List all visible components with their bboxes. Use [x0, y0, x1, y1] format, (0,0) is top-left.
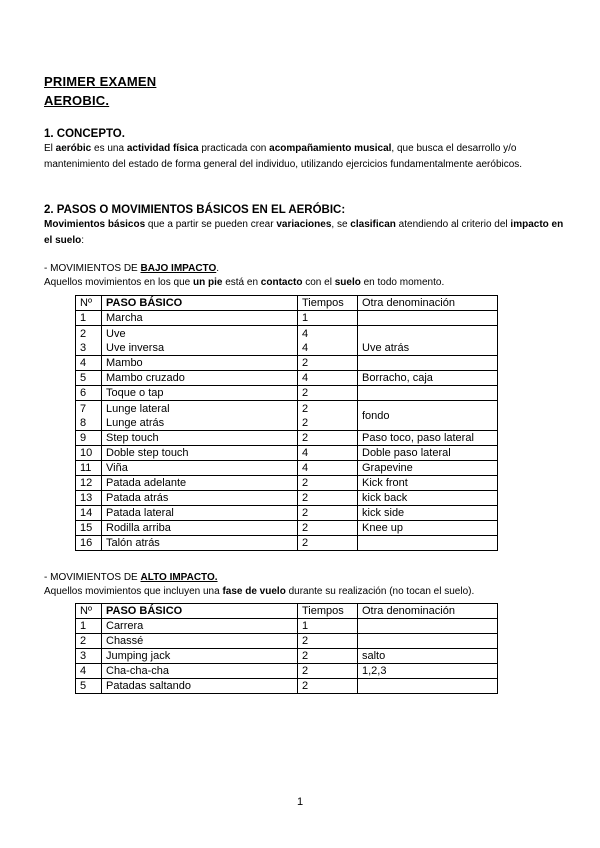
- table-row: [76, 311, 498, 326]
- table-row: [76, 461, 498, 476]
- counts-cell: 1: [298, 619, 358, 634]
- step-number-cell: 6: [76, 386, 102, 401]
- other-name-cell: Grapevine: [358, 461, 498, 476]
- step-name-cell: Cha-cha-cha: [102, 664, 298, 679]
- low-impact-heading: - MOVIMIENTOS DE BAJO IMPACTO.: [44, 263, 220, 274]
- step-name-cell: Carrera: [102, 619, 298, 634]
- counts-cell: 2: [298, 476, 358, 491]
- section-2-paragraph: Movimientos básicos que a partir se pueden crear variaciones, se clasifican atendiendo al criterio del impacto en el suelo:: [44, 219, 564, 246]
- step-number-cell: 5: [76, 371, 102, 386]
- step-name-cell: Mambo cruzado: [102, 371, 298, 386]
- step-name-cell: Patada adelante: [102, 476, 298, 491]
- table-row: [76, 649, 498, 664]
- col-header-counts: Tiempos: [298, 296, 358, 311]
- section-2-heading: 2. PASOS O MOVIMIENTOS BÁSICOS EN EL AERÓBIC:: [44, 204, 346, 216]
- table-row: [76, 506, 498, 521]
- step-number-cell: 15: [76, 521, 102, 536]
- other-name-cell: Paso toco, paso lateral: [358, 431, 498, 446]
- counts-cell: 4: [298, 446, 358, 461]
- other-name-cell: 1,2,3: [358, 664, 498, 679]
- other-name-cell: Knee up: [358, 521, 498, 536]
- other-name-cell: [358, 679, 498, 694]
- step-name-cell: Marcha: [102, 311, 298, 326]
- step-name-cell: Toque o tap: [102, 386, 298, 401]
- step-number-cell: 1: [76, 619, 102, 634]
- step-name-cell: Talón atrás: [102, 536, 298, 551]
- col-header-number: Nº: [76, 296, 102, 311]
- step-name-cell: Step touch: [102, 431, 298, 446]
- step-name-cell: Lunge lateral Lunge atrás: [102, 401, 298, 431]
- other-name-cell: kick side: [358, 506, 498, 521]
- counts-cell: 4: [298, 371, 358, 386]
- table-row: [76, 356, 498, 371]
- table-row: [76, 476, 498, 491]
- table-row: [76, 679, 498, 694]
- table-row: [76, 664, 498, 679]
- counts-cell: 2: [298, 679, 358, 694]
- counts-cell: 2: [298, 431, 358, 446]
- other-name-cell: kick back: [358, 491, 498, 506]
- step-number-cell: 4: [76, 356, 102, 371]
- table-row: [76, 536, 498, 551]
- counts-cell: 2: [298, 634, 358, 649]
- step-number-cell: 12: [76, 476, 102, 491]
- col-header-counts: Tiempos: [298, 604, 358, 619]
- counts-cell: 2: [298, 536, 358, 551]
- table-row: [76, 326, 498, 356]
- step-number-cell: 13: [76, 491, 102, 506]
- col-header-step: PASO BÁSICO: [102, 296, 298, 311]
- step-number-cell: 14: [76, 506, 102, 521]
- high-impact-table: [75, 603, 498, 694]
- col-header-other-name: Otra denominación: [358, 604, 498, 619]
- page-number: 1: [296, 796, 304, 808]
- counts-cell: 2: [298, 491, 358, 506]
- counts-cell: 4 4: [298, 326, 358, 356]
- table-row: [76, 521, 498, 536]
- other-name-cell: [358, 536, 498, 551]
- step-number-cell: 5: [76, 679, 102, 694]
- section-1-heading: 1. CONCEPTO.: [44, 128, 125, 140]
- table-header-row: [76, 296, 498, 311]
- table-row: [76, 386, 498, 401]
- step-name-cell: Jumping jack: [102, 649, 298, 664]
- other-name-cell: [358, 311, 498, 326]
- step-name-cell: Patada atrás: [102, 491, 298, 506]
- other-name-cell: Kick front: [358, 476, 498, 491]
- other-name-cell: Uve atrás: [358, 326, 498, 356]
- col-header-other-name: Otra denominación: [358, 296, 498, 311]
- step-number-cell: 4: [76, 664, 102, 679]
- counts-cell: 2: [298, 664, 358, 679]
- other-name-cell: fondo: [358, 401, 498, 431]
- subject-title: AEROBIC.: [44, 93, 110, 108]
- other-name-cell: Doble paso lateral: [358, 446, 498, 461]
- low-impact-table: [75, 295, 498, 551]
- step-name-cell: Viña: [102, 461, 298, 476]
- step-name-cell: Chassé: [102, 634, 298, 649]
- step-name-cell: Rodilla arriba: [102, 521, 298, 536]
- low-impact-description: Aquellos movimientos en los que un pie está en contacto con el suelo en todo momento.: [44, 277, 445, 288]
- table-row: [76, 431, 498, 446]
- counts-cell: 2 2: [298, 401, 358, 431]
- step-number-cell: 3: [76, 649, 102, 664]
- step-number-cell: 10: [76, 446, 102, 461]
- step-name-cell: Mambo: [102, 356, 298, 371]
- step-number-cell: 11: [76, 461, 102, 476]
- table-row: [76, 401, 498, 431]
- step-name-cell: Doble step touch: [102, 446, 298, 461]
- step-number-cell: 2: [76, 634, 102, 649]
- table-row: [76, 371, 498, 386]
- step-name-cell: Uve Uve inversa: [102, 326, 298, 356]
- col-header-step: PASO BÁSICO: [102, 604, 298, 619]
- other-name-cell: [358, 634, 498, 649]
- high-impact-heading: - MOVIMIENTOS DE ALTO IMPACTO.: [44, 572, 218, 583]
- col-header-number: Nº: [76, 604, 102, 619]
- step-number-cell: 1: [76, 311, 102, 326]
- step-number-cell: 16: [76, 536, 102, 551]
- step-name-cell: Patada lateral: [102, 506, 298, 521]
- high-impact-description: Aquellos movimientos que incluyen una fase de vuelo durante su realización (no tocan el suelo).: [44, 586, 475, 597]
- table-row: [76, 446, 498, 461]
- step-number-cell: 9: [76, 431, 102, 446]
- section-1-paragraph: El aeróbic es una actividad física practicada con acompañamiento musical, que busca el desarrollo y/o mantenimiento del estado de forma general del individuo, utilizando ejercicios fundamentalmente aeróbicos.: [44, 143, 523, 170]
- step-number-cell: 7 8: [76, 401, 102, 431]
- table-row: [76, 634, 498, 649]
- other-name-cell: [358, 356, 498, 371]
- counts-cell: 4: [298, 461, 358, 476]
- other-name-cell: [358, 619, 498, 634]
- other-name-cell: Borracho, caja: [358, 371, 498, 386]
- table-row: [76, 491, 498, 506]
- step-number-cell: 2 3: [76, 326, 102, 356]
- counts-cell: 2: [298, 386, 358, 401]
- counts-cell: 1: [298, 311, 358, 326]
- counts-cell: 2: [298, 506, 358, 521]
- counts-cell: 2: [298, 356, 358, 371]
- exam-title: PRIMER EXAMEN: [44, 74, 157, 89]
- table-row: [76, 619, 498, 634]
- counts-cell: 2: [298, 649, 358, 664]
- counts-cell: 2: [298, 521, 358, 536]
- other-name-cell: salto: [358, 649, 498, 664]
- other-name-cell: [358, 386, 498, 401]
- table-header-row: [76, 604, 498, 619]
- step-name-cell: Patadas saltando: [102, 679, 298, 694]
